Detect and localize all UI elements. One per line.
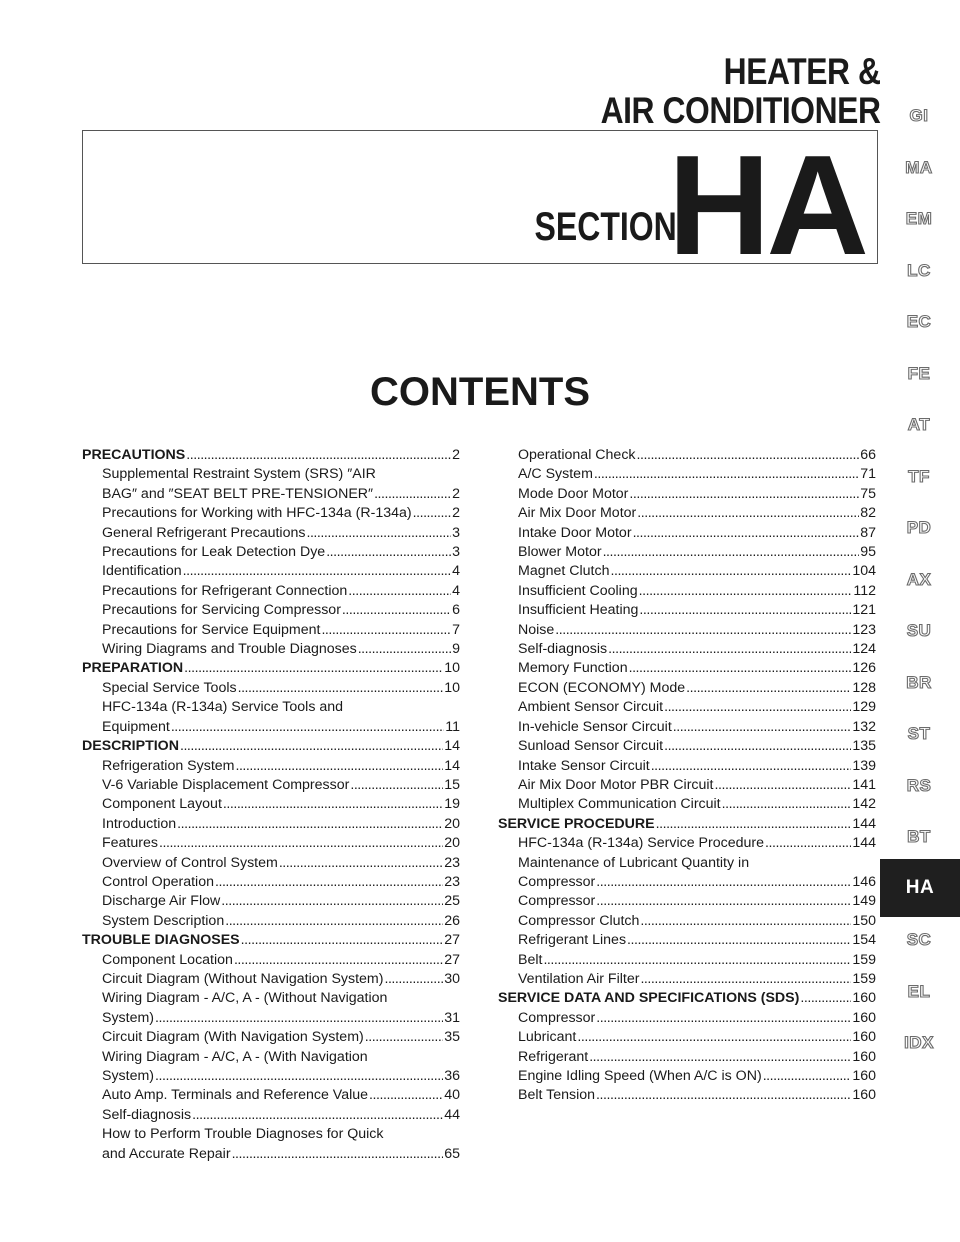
toc-page-number: 159 [852, 970, 876, 987]
toc-page-number: 27 [444, 951, 460, 968]
title-line-1: HEATER & [723, 51, 880, 92]
toc-entry-title: ECON (ECONOMY) Mode [518, 679, 686, 696]
toc-dot-leader [384, 970, 443, 989]
toc-entry[interactable] [82, 834, 460, 853]
index-tab-bt[interactable]: BT [907, 827, 931, 846]
toc-entry[interactable] [82, 873, 460, 892]
toc-entry[interactable] [82, 485, 460, 504]
toc-entry[interactable] [498, 621, 876, 640]
toc-dot-leader [577, 1028, 851, 1047]
toc-entry-title: Ventilation Air Filter [518, 970, 640, 987]
toc-dot-leader [640, 970, 851, 989]
toc-entry[interactable] [498, 912, 876, 931]
toc-entry-title: Compressor [518, 873, 596, 890]
toc-page-number: 14 [444, 738, 460, 755]
toc-entry[interactable] [498, 1048, 876, 1067]
toc-dot-leader [603, 543, 860, 562]
document-title [600, 52, 880, 130]
toc-dot-leader [192, 1106, 443, 1125]
toc-entry-title: Multiplex Communication Circuit [518, 796, 721, 813]
toc-dot-leader [589, 1048, 851, 1067]
index-tab-ax[interactable]: AX [906, 569, 932, 589]
toc-page-number: 65 [444, 1145, 460, 1162]
toc-dot-leader [186, 446, 451, 465]
index-tab-br[interactable]: BR [906, 672, 932, 692]
toc-entry-title: Memory Function [518, 660, 628, 677]
toc-entry[interactable] [498, 698, 876, 717]
index-tab-ha[interactable]: HA [880, 859, 960, 917]
toc-page-number: 149 [852, 893, 876, 910]
toc-entry-title: Component Location [102, 951, 233, 968]
toc-dot-leader [238, 679, 444, 698]
toc-page-number: 144 [852, 815, 876, 832]
toc-page-number: 87 [860, 524, 876, 541]
toc-page-number: 142 [852, 796, 876, 813]
toc-page-number: 35 [444, 1029, 460, 1046]
toc-dot-leader [413, 504, 451, 523]
index-tab-ec[interactable]: EC [906, 312, 932, 331]
toc-entry-title: Noise [518, 621, 555, 638]
toc-entry[interactable] [498, 446, 876, 465]
toc-entry[interactable] [498, 834, 876, 853]
toc-entry[interactable] [82, 524, 460, 543]
toc-entry-title: Component Layout [102, 796, 222, 813]
toc-dot-leader [651, 757, 852, 776]
toc-dot-leader [321, 621, 451, 640]
toc-entry-title: Precautions for Servicing Compressor [102, 602, 341, 619]
toc-entry-title: Refrigerant [518, 1048, 589, 1065]
toc-entry[interactable] [498, 562, 876, 581]
toc-page-number: 159 [852, 951, 876, 968]
toc-dot-leader [596, 873, 851, 892]
toc-dot-leader [326, 543, 451, 562]
toc-dot-leader [184, 659, 443, 678]
toc-entry[interactable] [82, 1145, 460, 1164]
toc-entry-line: Supplemental Restraint System (SRS) ″AIR [102, 466, 376, 483]
index-tab-fe[interactable]: FE [907, 363, 931, 383]
toc-dot-leader [155, 1009, 443, 1028]
toc-page-number: 2 [452, 447, 460, 463]
toc-page-number: 160 [852, 1029, 876, 1046]
toc-entry[interactable] [82, 562, 460, 581]
toc-page-number: 30 [444, 970, 460, 987]
toc-entry[interactable] [498, 485, 876, 504]
toc-entry-title: Lubricant [518, 1029, 577, 1046]
toc-page-number: 27 [444, 932, 460, 949]
index-tab-el[interactable]: EL [907, 981, 931, 1001]
toc-entry-title: SERVICE DATA AND SPECIFICATIONS (SDS) [498, 990, 800, 1007]
toc-entry[interactable] [82, 1009, 460, 1028]
toc-entry[interactable] [498, 970, 876, 989]
toc-entry-title: Air Mix Door Motor [518, 505, 637, 522]
toc-entry-title: HFC-134a (R-134a) Service Procedure [518, 835, 765, 852]
toc-entry[interactable] [82, 912, 460, 931]
toc-page-number: 132 [852, 718, 876, 735]
index-tab-sc[interactable]: SC [906, 930, 932, 949]
index-tab-rs[interactable]: RS [906, 775, 932, 795]
toc-page-number: 124 [852, 641, 876, 658]
toc-entry[interactable] [498, 873, 876, 892]
toc-dot-leader [159, 834, 443, 853]
toc-page-number: 3 [452, 544, 460, 561]
toc-dot-leader [215, 873, 443, 892]
toc-entry[interactable] [82, 795, 460, 814]
toc-dot-leader [350, 776, 443, 795]
toc-entry[interactable] [498, 718, 876, 737]
toc-page-number: 104 [852, 563, 876, 580]
toc-dot-leader [715, 776, 852, 795]
toc-entry-title: Self-diagnosis [102, 1106, 192, 1123]
toc-page-number: 26 [444, 912, 460, 929]
toc-left-column [82, 446, 460, 1164]
toc-entry[interactable] [498, 601, 876, 620]
toc-page-number: 160 [852, 1048, 876, 1065]
toc-entry[interactable] [498, 582, 876, 601]
toc-dot-leader [369, 1086, 443, 1105]
toc-dot-leader [177, 815, 443, 834]
toc-page-number: 20 [444, 835, 460, 852]
toc-entry[interactable] [498, 1086, 876, 1105]
toc-dot-leader [629, 659, 852, 678]
toc-entry[interactable] [82, 640, 460, 659]
toc-page-number: 20 [444, 815, 460, 832]
section-label: SECTION [534, 205, 677, 249]
toc-page-number: 4 [452, 582, 460, 599]
toc-page-number: 11 [445, 718, 460, 735]
toc-entry[interactable] [82, 621, 460, 640]
toc-dot-leader [183, 562, 451, 581]
toc-entry-title: Intake Door Motor [518, 524, 632, 541]
toc-page-number: 160 [852, 1068, 876, 1084]
toc-entry-title: Special Service Tools [102, 679, 237, 696]
toc-dot-leader [232, 1145, 444, 1164]
toc-entry-title: Belt [518, 951, 543, 968]
toc-page-number: 23 [444, 854, 460, 871]
toc-entry-title: Operational Check [518, 447, 636, 463]
toc-dot-leader [358, 640, 451, 659]
toc-entry[interactable] [82, 951, 460, 970]
toc-page-number: 9 [452, 641, 460, 658]
toc-page-number: 144 [852, 835, 876, 852]
toc-page-number: 19 [444, 796, 460, 813]
toc-dot-leader [656, 815, 852, 834]
toc-entry-title: Circuit Diagram (Without Navigation System) [102, 970, 384, 987]
toc-entry[interactable] [82, 582, 460, 601]
toc-entry[interactable] [498, 465, 876, 484]
toc-entry[interactable] [82, 970, 460, 989]
toc-entry-title: PRECAUTIONS [82, 447, 186, 463]
toc-dot-leader [596, 892, 851, 911]
toc-entry[interactable] [498, 524, 876, 543]
index-tab-em[interactable]: EM [905, 209, 933, 228]
toc-entry[interactable] [82, 718, 460, 737]
toc-entry-title: Features [102, 835, 158, 852]
toc-entry-title: Magnet Clutch [518, 563, 610, 580]
toc-page-number: 112 [853, 582, 876, 599]
toc-entry[interactable] [82, 1067, 460, 1086]
toc-entry-title: Introduction [102, 815, 177, 832]
toc-dot-leader [225, 912, 443, 931]
toc-page-number: 23 [444, 873, 460, 890]
toc-entry[interactable] [498, 795, 876, 814]
toc-page-number: 10 [444, 660, 460, 677]
toc-entry[interactable] [498, 1028, 876, 1047]
toc-section-entry[interactable] [498, 815, 876, 834]
toc-entry[interactable] [82, 1028, 460, 1047]
toc-entry-title: Control Operation [102, 873, 214, 890]
toc-page-number: 121 [852, 602, 876, 619]
toc-dot-leader [800, 989, 851, 1008]
toc-dot-leader [543, 951, 851, 970]
toc-dot-leader [594, 465, 859, 484]
toc-entry-title: Discharge Air Flow [102, 893, 221, 910]
toc-page-number: 75 [860, 485, 876, 502]
toc-entry[interactable] [498, 737, 876, 756]
toc-dot-leader [155, 1067, 443, 1086]
toc-page-number: 126 [852, 660, 876, 677]
toc-entry-title: Precautions for Refrigerant Connection [102, 582, 348, 599]
toc-dot-leader [221, 892, 443, 911]
toc-dot-leader [342, 601, 451, 620]
toc-page-number: 10 [444, 679, 460, 696]
index-tab-idx[interactable]: IDX [904, 1033, 934, 1052]
toc-page-number: 123 [852, 621, 876, 638]
toc-dot-leader [171, 718, 444, 737]
index-tab-at[interactable]: AT [907, 415, 931, 434]
toc-entry-title: Ambient Sensor Circuit [518, 699, 664, 716]
index-tab-gi[interactable]: GI [909, 106, 929, 125]
toc-entry-title: System) [102, 1068, 155, 1084]
toc-entry[interactable] [498, 543, 876, 562]
toc-entry-title: BAG″ and ″SEAT BELT PRE-TENSIONER″ [102, 485, 374, 502]
toc-dot-leader [596, 1086, 851, 1105]
toc-entry-line: Wiring Diagram - A/C, A - (With Navigation [102, 1048, 368, 1065]
toc-entry[interactable] [498, 659, 876, 678]
toc-entry-title: Refrigerant Lines [518, 932, 627, 949]
toc-page-number: 160 [852, 1009, 876, 1026]
toc-entry-title: In-vehicle Sensor Circuit [518, 718, 672, 735]
contents-heading: CONTENTS [370, 370, 590, 414]
toc-entry-title: Intake Sensor Circuit [518, 757, 650, 774]
toc-entry[interactable] [498, 757, 876, 776]
toc-entry[interactable] [82, 601, 460, 620]
toc-entry[interactable] [498, 1067, 876, 1086]
toc-entry-title: Refrigeration System [102, 757, 235, 774]
toc-section-entry[interactable] [498, 989, 876, 1008]
toc-section-entry[interactable] [82, 446, 460, 465]
toc-entry-title: Insufficient Heating [518, 602, 639, 619]
toc-entry-title: Sunload Sensor Circuit [518, 738, 664, 755]
toc-dot-leader [664, 698, 851, 717]
toc-entry[interactable] [498, 776, 876, 795]
toc-dot-leader [686, 679, 851, 698]
toc-entry[interactable] [498, 679, 876, 698]
toc-page-number: 71 [860, 466, 876, 483]
toc-entry-title: Auto Amp. Terminals and Reference Value [102, 1087, 369, 1104]
toc-dot-leader [629, 485, 859, 504]
toc-entry[interactable] [82, 679, 460, 698]
toc-entry[interactable] [498, 951, 876, 970]
toc-entry-title: Precautions for Working with HFC-134a (R-134a) [102, 505, 412, 522]
toc-entry-title: SERVICE PROCEDURE [498, 815, 655, 832]
toc-entry-title: Precautions for Leak Detection Dye [102, 544, 326, 561]
toc-entry-title: Blower Motor [518, 544, 602, 561]
toc-entry-title: Compressor Clutch [518, 912, 640, 929]
toc-page-number: 154 [852, 932, 876, 949]
toc-entry[interactable] [82, 1106, 460, 1125]
toc-page-number: 146 [852, 873, 876, 890]
toc-entry-line: Maintenance of Lubricant Quantity in [518, 854, 750, 871]
toc-entry-title: Identification [102, 563, 182, 580]
toc-page-number: 3 [452, 524, 460, 541]
section-box [82, 126, 878, 285]
toc-page-number: 14 [444, 757, 460, 774]
toc-entry[interactable] [82, 504, 460, 523]
index-tab-su[interactable]: SU [906, 621, 932, 640]
toc-entry[interactable] [82, 1086, 460, 1105]
toc-page-number: 44 [444, 1106, 460, 1123]
toc-dot-leader [610, 562, 851, 581]
toc-dot-leader [555, 621, 851, 640]
toc-dot-leader [234, 951, 443, 970]
toc-entry-title: TROUBLE DIAGNOSES [82, 932, 240, 949]
toc-page-number: 40 [444, 1087, 460, 1104]
toc-dot-leader [241, 931, 444, 950]
toc-entry-title: Insufficient Cooling [518, 582, 638, 599]
toc-page-number: 95 [860, 544, 876, 561]
toc-page-number: 31 [444, 1009, 460, 1026]
toc-page-number: 15 [444, 776, 460, 793]
toc-entry-title: Equipment [102, 718, 170, 735]
toc-entry-title: V-6 Variable Displacement Compressor [102, 776, 350, 793]
toc-dot-leader [639, 601, 851, 620]
toc-entry-title: General Refrigerant Precautions [102, 524, 306, 541]
toc-dot-leader [596, 1009, 851, 1028]
toc-dot-leader [180, 737, 443, 756]
toc-dot-leader [235, 757, 443, 776]
toc-entry[interactable] [82, 854, 460, 873]
toc-entry-title: System Description [102, 912, 225, 929]
toc-entry-title: Circuit Diagram (With Navigation System) [102, 1029, 364, 1046]
toc-entry-title: DESCRIPTION [82, 738, 179, 755]
toc-dot-leader [306, 524, 451, 543]
toc-entry-title: and Accurate Repair [102, 1145, 231, 1162]
index-tab-ma[interactable]: MA [905, 157, 933, 177]
toc-page-number: 82 [860, 505, 876, 522]
toc-dot-leader [627, 931, 851, 950]
toc-page-number: 2 [452, 485, 460, 502]
toc-page-number: 25 [444, 893, 460, 910]
toc-dot-leader [763, 1067, 852, 1086]
toc-entry-line: HFC-134a (R-134a) Service Tools and [102, 699, 344, 716]
toc-page-number: 66 [860, 447, 876, 463]
toc-page-number: 139 [852, 757, 876, 774]
toc-dot-leader [633, 524, 860, 543]
toc-dot-leader [640, 912, 851, 931]
toc-entry-title: Precautions for Service Equipment [102, 621, 321, 638]
toc-dot-leader [279, 854, 443, 873]
toc-entry-title: Wiring Diagrams and Trouble Diagnoses [102, 641, 357, 658]
toc-dot-leader [223, 795, 443, 814]
toc-page-number: 36 [444, 1068, 460, 1084]
toc-entry[interactable] [498, 504, 876, 523]
toc-dot-leader [365, 1028, 443, 1047]
toc-page-number: 129 [852, 699, 876, 716]
toc-section-entry[interactable] [82, 737, 460, 756]
toc-dot-leader [637, 446, 860, 465]
toc-section-entry[interactable] [82, 659, 460, 678]
toc-entry-line: How to Perform Trouble Diagnoses for Quick [102, 1126, 384, 1143]
toc-page-number: 7 [452, 621, 460, 638]
toc-entry[interactable] [82, 543, 460, 562]
toc-page-number: 6 [452, 602, 460, 619]
toc-page-number: 4 [452, 563, 460, 580]
index-tab-tf[interactable]: TF [908, 466, 930, 486]
toc-dot-leader [673, 718, 852, 737]
toc-entry[interactable] [82, 757, 460, 776]
toc-entry-title: Compressor [518, 893, 596, 910]
toc-entry-title: PREPARATION [82, 660, 184, 677]
toc-entry[interactable] [498, 892, 876, 911]
toc-entry-title: System) [102, 1009, 155, 1026]
toc-entry[interactable] [82, 776, 460, 795]
toc-page-number: 128 [852, 679, 876, 696]
toc-page-number: 135 [852, 738, 876, 755]
toc-entry-title: Compressor [518, 1009, 596, 1026]
toc-dot-leader [348, 582, 451, 601]
toc-page-number: 160 [852, 1087, 876, 1104]
index-tab-st[interactable]: ST [907, 724, 931, 743]
toc-right-column [498, 446, 876, 1106]
toc-entry[interactable] [82, 892, 460, 911]
toc-dot-leader [664, 737, 851, 756]
toc-entry-title: A/C System [518, 466, 593, 483]
toc-dot-leader [637, 504, 859, 523]
toc-entry-title: Overview of Control System [102, 854, 278, 871]
toc-dot-leader [639, 582, 853, 601]
toc-dot-leader [608, 640, 851, 659]
toc-entry-title: Self-diagnosis [518, 641, 608, 658]
toc-entry-title: Air Mix Door Motor PBR Circuit [518, 776, 714, 793]
toc-section-entry[interactable] [82, 931, 460, 950]
index-tab-pd[interactable]: PD [906, 518, 932, 537]
toc-page-number: 150 [852, 912, 876, 929]
toc-page-number: 160 [852, 990, 876, 1007]
toc-page-number: 141 [852, 776, 876, 793]
toc-dot-leader [765, 834, 851, 853]
section-code: HA [667, 126, 865, 285]
toc-entry[interactable] [498, 1009, 876, 1028]
toc-entry-title: Belt Tension [518, 1087, 596, 1104]
toc-entry[interactable] [498, 931, 876, 950]
toc-entry-title: Engine Idling Speed (When A/C is ON) [518, 1068, 762, 1084]
index-tab-lc[interactable]: LC [907, 260, 931, 280]
toc-entry-title: Mode Door Motor [518, 485, 629, 502]
toc-page-number: 2 [452, 505, 460, 522]
toc-dot-leader [722, 795, 852, 814]
toc-entry-line: Wiring Diagram - A/C, A - (Without Navigation [102, 990, 388, 1007]
toc-dot-leader [374, 485, 451, 504]
toc-entry[interactable] [82, 815, 460, 834]
toc-entry[interactable] [498, 640, 876, 659]
title-line-2: AIR CONDITIONER [600, 90, 880, 131]
